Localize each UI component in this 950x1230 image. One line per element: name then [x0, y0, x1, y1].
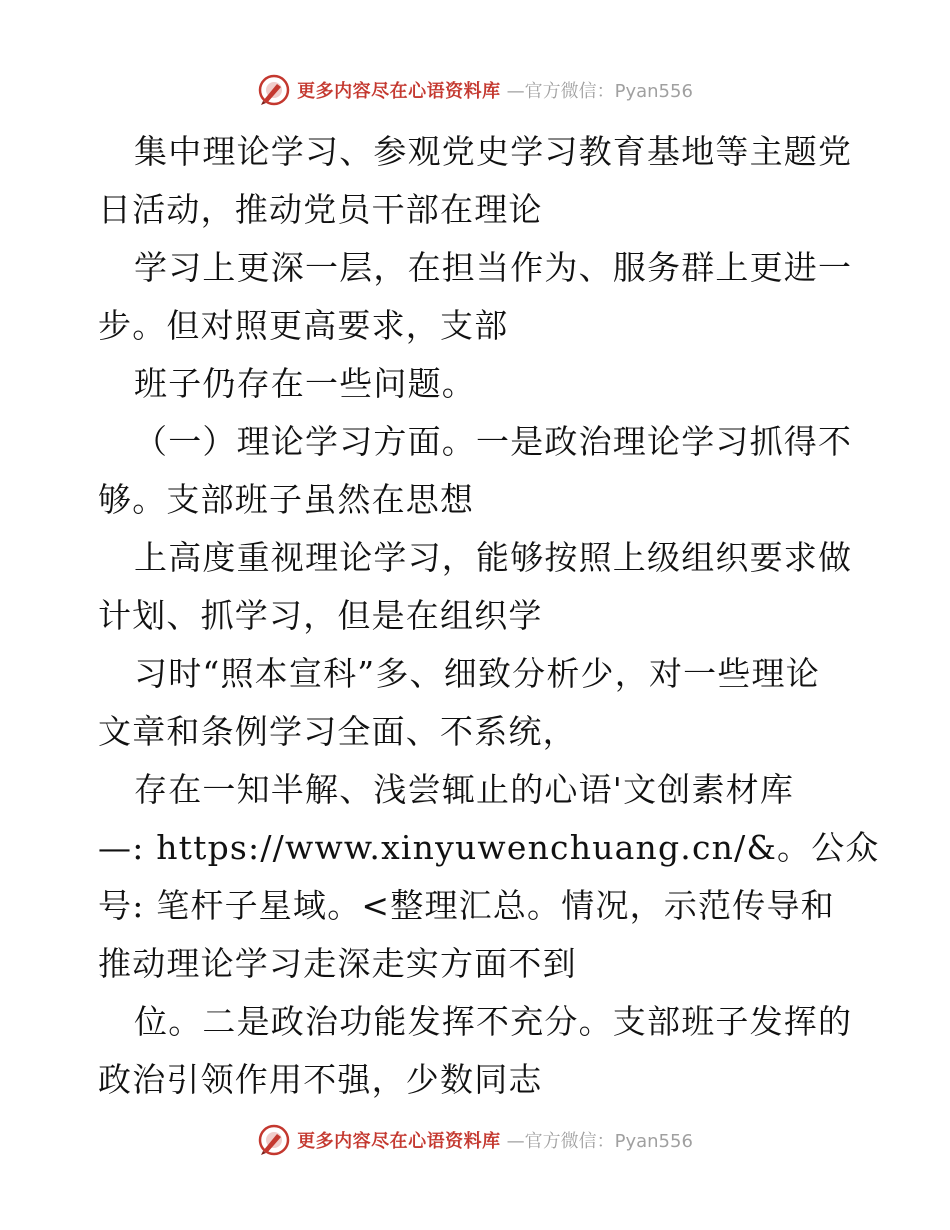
body-line: 学习上更深一层，在担当作为、服务群上更进一	[134, 248, 853, 287]
pen-logo-icon	[257, 73, 291, 107]
pen-logo-icon	[257, 1123, 291, 1157]
body-line: 日活动，推动党员干部在理论	[98, 190, 543, 229]
body-line: 号: 笔杆子星域。<整理汇总。情况，示范传导和	[98, 886, 835, 925]
footer-banner-sub: —官方微信：Pyan556	[506, 1131, 693, 1152]
header-banner	[0, 70, 950, 110]
body-line: 存在一知半解、浅尝辄止的心语'文创素材库	[134, 770, 795, 809]
body-line: —: https://www.xinyuwenchuang.cn/&。公众	[98, 828, 880, 867]
body-line: 上高度重视理论学习，能够按照上级组织要求做	[134, 538, 853, 577]
body-line: 计划、抓学习，但是在组织学	[98, 596, 543, 635]
body-line: 步。但对照更高要求，支部	[98, 306, 509, 345]
body-line: 集中理论学习、参观党史学习教育基地等主题党	[134, 132, 853, 171]
footer-banner	[0, 1120, 950, 1160]
body-line: 文章和条例学习全面、不系统，	[98, 712, 577, 751]
footer-banner-text: 更多内容尽在心语资料库	[297, 1131, 501, 1152]
body-line: 位。二是政治功能发挥不充分。支部班子发挥的	[134, 1002, 853, 1041]
document-body	[98, 123, 880, 1109]
body-line: 推动理论学习走深走实方面不到	[98, 944, 577, 983]
header-banner-sub: —官方微信：Pyan556	[506, 81, 693, 102]
header-banner-text: 更多内容尽在心语资料库	[297, 81, 501, 102]
body-line: 够。支部班子虽然在思想	[98, 480, 475, 519]
body-line: 政治引领作用不强，少数同志	[98, 1060, 543, 1099]
body-line: （一）理论学习方面。一是政治理论学习抓得不	[134, 422, 853, 461]
body-line: 班子仍存在一些问题。	[134, 364, 476, 403]
body-line: 习时“照本宣科”多、细致分析少，对一些理论	[134, 654, 820, 693]
